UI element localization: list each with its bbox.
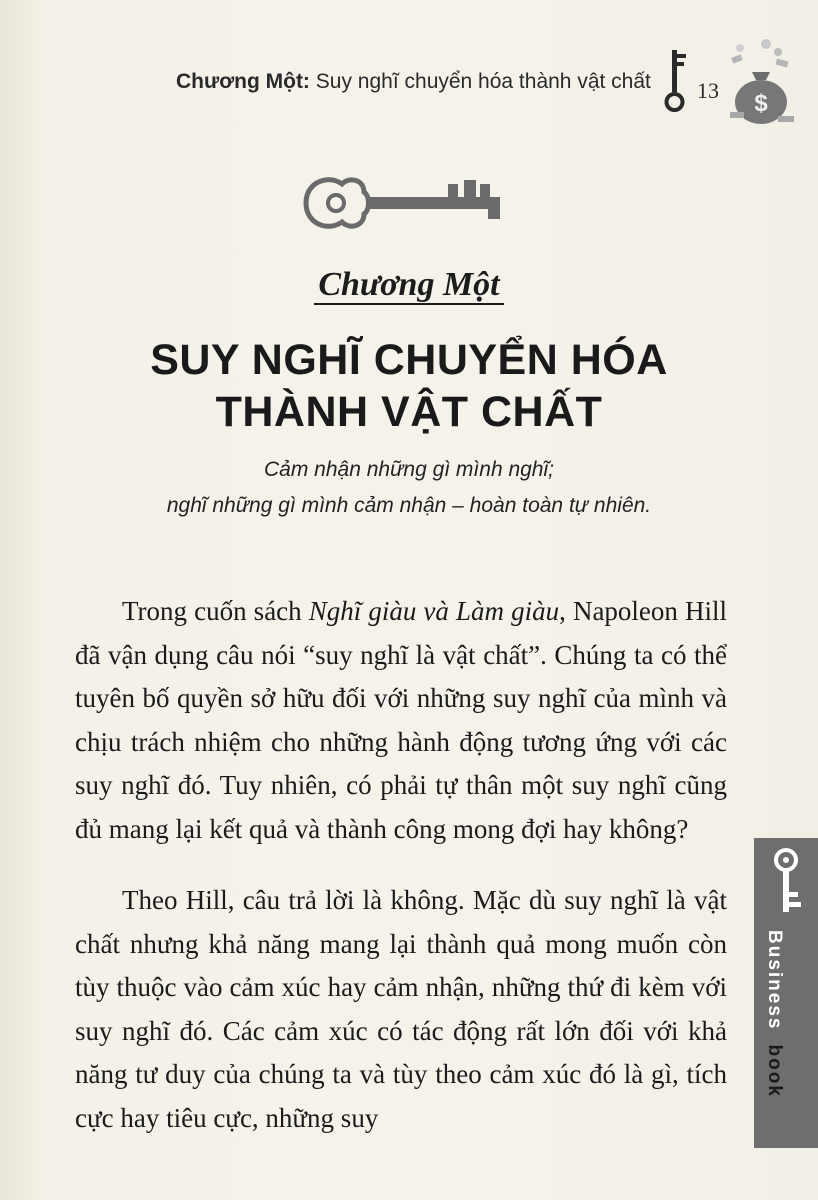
- key-icon: [762, 846, 810, 916]
- svg-text:$: $: [754, 90, 768, 117]
- paragraph: Trong cuốn sách Nghĩ giàu và Làm giàu, Napoleon Hill đã vận dụng câu nói “suy nghĩ là vật chất”. Chúng ta có thể tuyên bố quyền sở hữu đối với những suy nghĩ của mình và chịu trách nhiệm cho những hành động tương ứng với các suy nghĩ đó. Tuy nhiên, có phải tự thân một suy nghĩ cũng đủ mang lại kết quả và thành công mong đợi hay không?: [75, 596, 727, 844]
- paragraph: Theo Hill, câu trả lời là không. Mặc dù suy nghĩ là vật chất nhưng khả năng mang lại thành quả mong muốn còn tùy thuộc vào cảm xúc hay cảm nhận, những thứ đi kèm với suy nghĩ đó. Các cảm xúc có tác động rất lớn đối với khả năng tư duy của chúng ta và tùy theo cảm xúc đó là gì, tích cực hay tiêu cực, những suy: [75, 885, 727, 1133]
- money-bag-icon: [726, 38, 800, 130]
- header-chapter: Chương Một:: [176, 70, 310, 93]
- key-icon: [660, 48, 690, 114]
- epigraph: [0, 452, 818, 524]
- chapter-label: Chương Một: [0, 266, 818, 305]
- page-number: 13: [697, 78, 719, 103]
- chapter-title: [0, 334, 818, 438]
- epigraph-line: nghĩ những gì mình cảm nhận – hoàn toàn tự nhiên.: [166, 494, 652, 517]
- chapter-title-line: THÀNH VẬT CHẤT: [215, 388, 603, 436]
- side-tab-label: Businessbook: [764, 930, 785, 1098]
- running-header: [176, 70, 651, 94]
- body-text: [75, 590, 727, 1140]
- chapter-title-line: SUY NGHĨ CHUYỂN HÓA: [150, 336, 668, 384]
- key-icon: [298, 170, 506, 236]
- epigraph-line: Cảm nhận những gì mình nghĩ;: [264, 458, 554, 481]
- header-title: Suy nghĩ chuyển hóa thành vật chất: [315, 70, 651, 93]
- book-title: Nghĩ giàu và Làm giàu: [308, 596, 560, 626]
